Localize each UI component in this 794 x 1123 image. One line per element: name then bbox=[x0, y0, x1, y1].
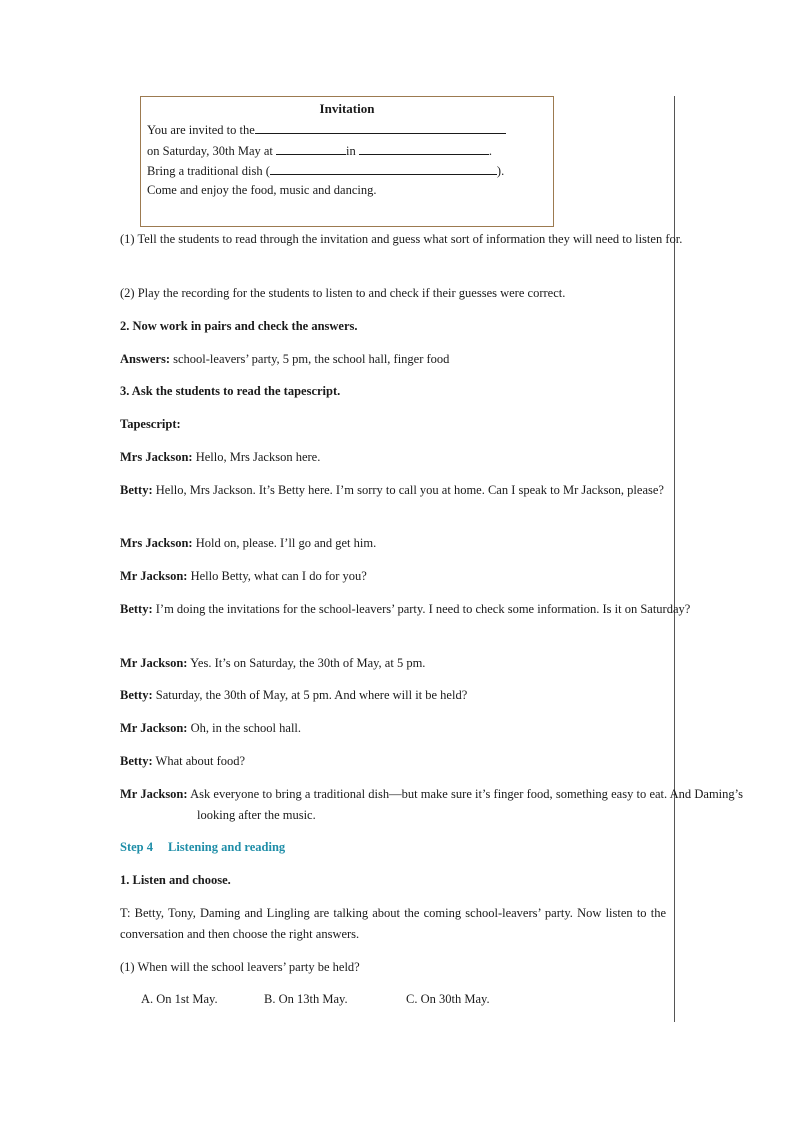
dialogue-line: Mrs Jackson: Hold on, please. I’ll go and get him. bbox=[120, 536, 377, 550]
step4-heading: Step 4 Listening and reading bbox=[120, 840, 286, 854]
dialogue-line: Betty: I’m doing the invitations for the school-leavers’ party. I need to check some information. Is it on Saturday? bbox=[120, 602, 691, 616]
invitation-title: Invitation bbox=[319, 101, 375, 116]
option-c: C. On 30th May. bbox=[406, 992, 490, 1006]
instruction-1: (1) Tell the students to read through the invitation and guess what sort of information they will need to listen for. bbox=[120, 232, 683, 246]
dialogue-line: Mr Jackson: Ask everyone to bring a traditional dish—but make sure it’s finger food, something easy to eat. And Daming’s looking after the music. bbox=[120, 787, 743, 822]
dialogue-line: Mrs Jackson: Hello, Mrs Jackson here. bbox=[120, 450, 321, 464]
dialogue-line: Betty: What about food? bbox=[120, 754, 246, 768]
invitation-line-3: Bring a traditional dish ( ). bbox=[147, 164, 505, 178]
dialogue-line: Mr Jackson: Hello Betty, what can I do for you? bbox=[120, 569, 367, 583]
invitation-line-4: Come and enjoy the food, music and dancing. bbox=[147, 183, 377, 197]
blank-dish bbox=[270, 162, 497, 175]
option-a: A. On 1st May. bbox=[141, 992, 218, 1006]
answers-line: Answers: school-leavers’ party, 5 pm, the school hall, finger food bbox=[120, 352, 450, 366]
option-b: B. On 13th May. bbox=[264, 992, 348, 1006]
step4-intro: T: Betty, Tony, Daming and Lingling are talking about the coming school-leavers’ party. Now listen to the conversation and then choose the right answers. bbox=[120, 906, 666, 941]
blank-place bbox=[359, 142, 489, 155]
dialogue-line: Mr Jackson: Oh, in the school hall. bbox=[120, 721, 302, 735]
invitation-box bbox=[140, 96, 554, 227]
invitation-line-2: on Saturday, 30th May at in . bbox=[147, 144, 493, 158]
heading-read-tapescript: 3. Ask the students to read the tapescript. bbox=[120, 384, 341, 398]
invitation-line-1: You are invited to the bbox=[147, 121, 506, 138]
heading-listen-choose: 1. Listen and choose. bbox=[120, 873, 231, 887]
blank-event bbox=[255, 121, 506, 134]
blank-time bbox=[276, 142, 346, 155]
dialogue-line: Betty: Hello, Mrs Jackson. It’s Betty here. I’m sorry to call you at home. Can I speak to Mr Jackson, please? bbox=[120, 483, 664, 497]
question-1: (1) When will the school leavers’ party be held? bbox=[120, 960, 360, 974]
heading-check-answers: 2. Now work in pairs and check the answers. bbox=[120, 319, 358, 333]
tapescript-label: Tapescript: bbox=[120, 417, 181, 431]
instruction-2: (2) Play the recording for the students to listen to and check if their guesses were correct. bbox=[120, 286, 566, 300]
dialogue-line: Mr Jackson: Yes. It’s on Saturday, the 30th of May, at 5 pm. bbox=[120, 656, 426, 670]
dialogue-line: Betty: Saturday, the 30th of May, at 5 pm. And where will it be held? bbox=[120, 688, 468, 702]
